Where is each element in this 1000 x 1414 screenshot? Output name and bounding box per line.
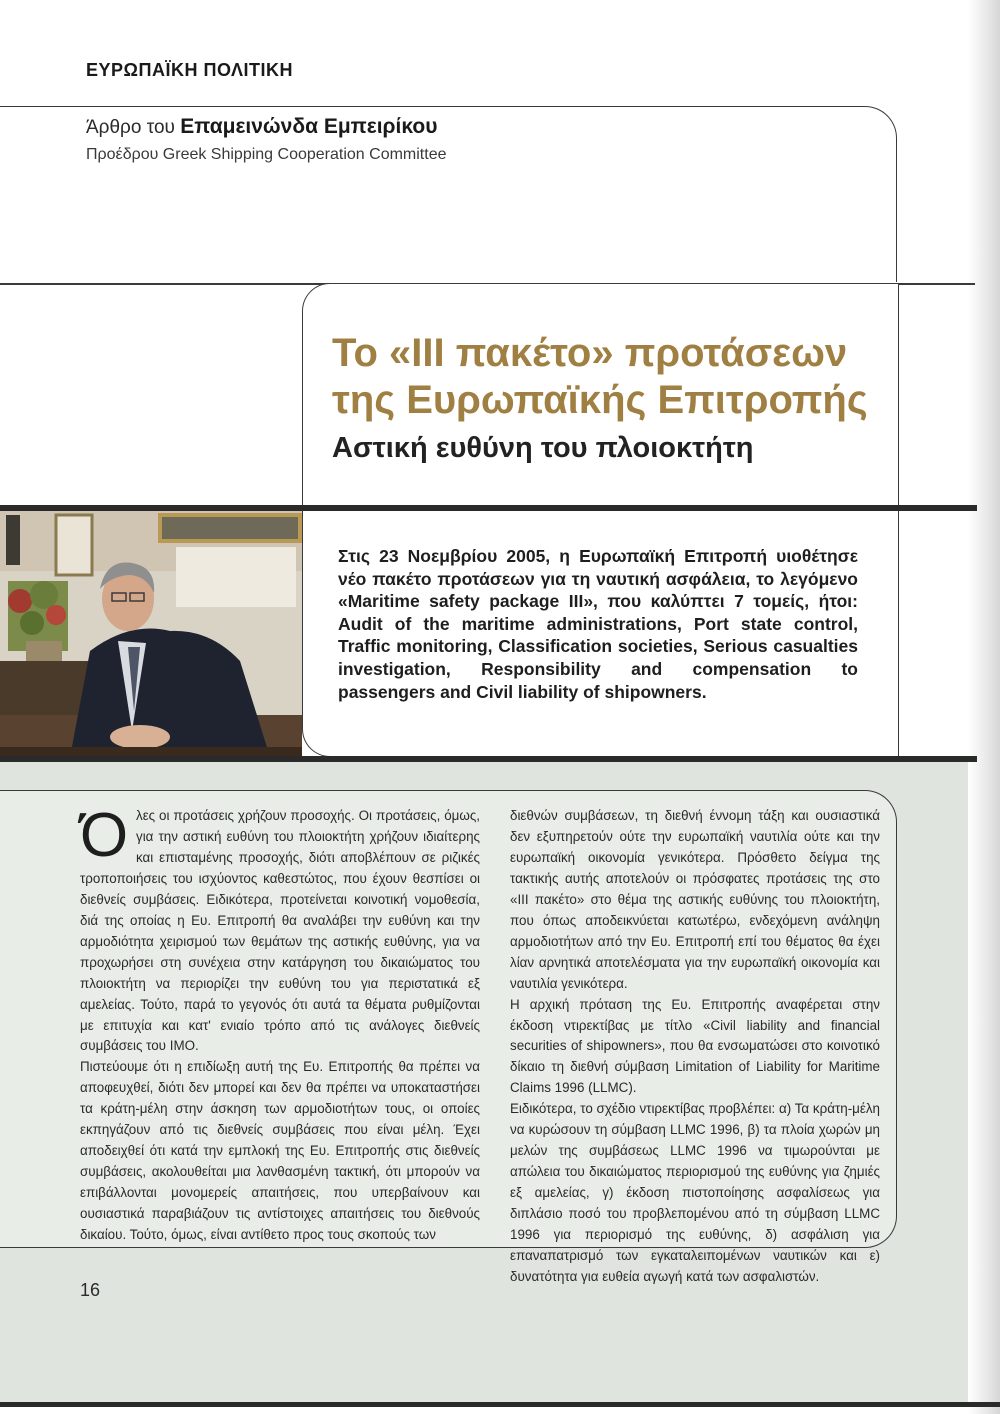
body-paragraph: Πιστεύουμε ότι η επιδίωξη αυτή της Ευ. Επιτροπής θα πρέπει να αποφευχθεί, διότι δεν μπορεί και δεν θα πρέπει να υποκαταστήσει τα κράτη-μέλη στην άσκηση των αρμοδιοτήτων τους, οι οποίες εκπηγάζουν από τις διεθνείς συμβάσεις που είναι μέλη. Έχει αποδειχθεί ότι κατά την εμπλοκή της Ευ. Επιτροπής στις διεθνείς συμβάσεις, ακολουθείται μια λανθασμένη τακτική, ότι μπορούν να επιβάλλονται μονομερείς απαιτήσεις, που υπερβαίνουν και ουσιαστικά παραβιάζουν τις αντίστοιχες απαιτήσεις του διεθνούς δικαίου. Τούτο, όμως, είναι αντίθετο προς τους σκοπούς των [80,1059,480,1243]
body-paragraph: λες οι προτάσεις χρήζουν προσοχής. Οι προτάσεις, όμως, για την αστική ευθύνη του πλοιοκτήτη χρήζουν ιδιαίτερης και επισταμένης προσοχής, διότι αποβλέπουν σε ριζικές τροποποιήσεις του ισχύοντος καθεστώτος, που έχουν θεσπίσει οι διεθνείς συμβάσεις. Ειδικότερα, προτείνεται κοινοτική νομοθεσία, διά της οποίας η Ευ. Επιτροπή θα αναλάβει την ευθύνη και την αρμοδιότητα χειρισμού των θεμάτων της αστικής ευθύνης, για να προχωρήσει στη συνέχεια στην κατάργηση του δικαιώματος του πλοιοκτήτη να περιορίζει την ευθύνη του για περιστατικά εξ αμελείας. Τούτο, παρά το γεγονός ότι αυτά τα θέματα ρυθμίζονται με επιτυχία και κατ' ενιαίο τρόπο από τις ανάλογες διεθνείς συμβάσεις του ΙΜΟ. [80,808,480,1054]
page-number: 16 [80,1280,101,1300]
section-title: ΕΥΡΩΠΑΪΚΗ ΠΟΛΙΤΙΚΗ [86,60,293,80]
body-column-1 [80,801,480,1246]
body-paragraph: Η αρχική πρόταση της Ευ. Επιτροπής αναφέρεται στην έκδοση ντιρεκτίβας με τίτλο «Civil liability and financial securities of shipowners», που θα ενσωματώσει στο κοινοτικό δίκαιο τη διεθνή σύμβαση Limitation of Liability for Maritime Claims 1996 (LLMC). [510,996,880,1096]
portrait-illustration [0,511,302,757]
drop-cap: Ό [80,801,129,870]
scan-edge-shadow [968,0,1000,1414]
article-lead: Στις 23 Νοεμβρίου 2005, η Ευρωπαϊκή Επιτροπή υιοθέτησε νέο πακέτο προτάσεων για τη ναυτική ασφάλεια, το λεγόμενο «Maritime safety package III», που καλύπτει 7 τομείς, ήτοι: Audit of the maritime administrations, Port state control, Traffic monitoring, Classification societies, Serious casualties investigation, Responsibility and compensation to passengers and Civil liability of shipowners. [338,546,858,702]
author-byline [86,115,437,139]
author-prefix: Άρθρο του [86,117,175,138]
author-photo [0,511,302,757]
bottom-rule [0,1402,1000,1407]
body-column-2 [510,806,880,1288]
body-paragraph: Ειδικότερα, το σχέδιο ντιρεκτίβας προβλέπει: α) Τα κράτη-μέλη να κυρώσουν τη σύμβαση LLMC 1996, β) τα πλοία χωρών μη μελών της συμβάσεως LLMC 1996 να τιμωρούνται με απώλεια του δικαιώματος περιορισμού της ευθύνης για ζημιές εξ αμελείας, γ) έκδοση πιστοποίησης ασφαλίσεως για διπλάσιο ποσό του προβλεπομένου από τη σύμβαση LLMC 1996 για περιορισμό της ευθύνης, δ) ασφάλιση για επαναπατρισμό των εγκαταλειπομένων ναυτικών και ε) δυνατότητα για ευθεία αγωγή κατά των ασφαλιστών. [510,1101,880,1284]
article-title-line1: Το «ΙΙΙ πακέτο» προτάσεων [332,331,848,375]
article-title-line2: της Ευρωπαϊκής Επιτροπής [332,378,868,422]
author-role: Προέδρου Greek Shipping Cooperation Committee [86,146,447,163]
article-subtitle: Αστική ευθύνη του πλοιοκτήτη [332,432,754,464]
article-title [332,330,892,424]
author-name: Επαμεινώνδα Εμπειρίκου [180,115,438,138]
body-paragraph: διεθνών συμβάσεων, τη διεθνή έννομη τάξη και ουσιαστικά δεν εξυπηρετούν ούτε την ευρωπαϊκή ναυτιλία ούτε και την ευρωπαϊκή οικονομία γενικότερα. Πρόσθετο δείγμα της τακτικής αυτής αποτελούν οι πρόσφατες προτάσεις της στο «ΙΙΙ πακέτο» στο θέμα της αστικής ευθύνης του πλοιοκτήτη, που όπως αποδεικνύεται κατωτέρω, ενδεχόμενη ανάληψη αρμοδιοτήτων από την Ευ. Επιτροπή επί του θέματος θα έχει λίαν αρνητικά αποτελέσματα για την ευρωπαϊκή οικονομία και ναυτιλία γενικότερα. [510,808,880,991]
